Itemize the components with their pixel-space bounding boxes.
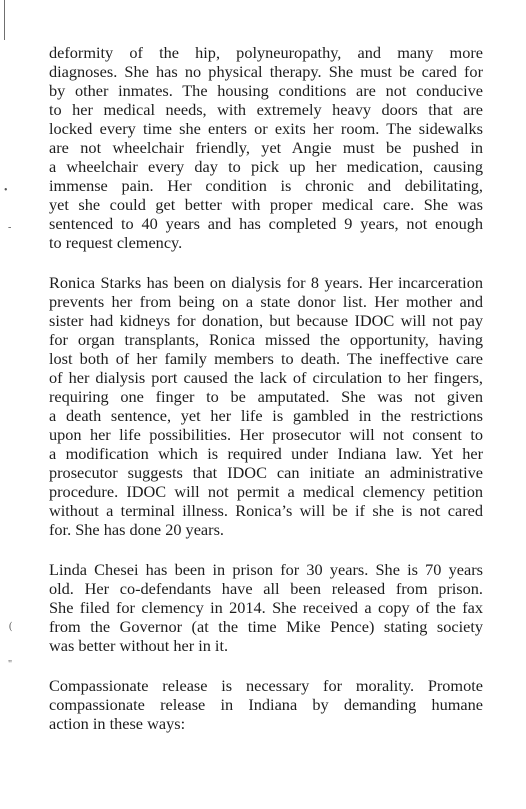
paragraph-angie xyxy=(49,43,483,252)
text-line: for. She has done 20 years. xyxy=(49,520,224,539)
paragraph-gap xyxy=(49,655,483,676)
margin-mark: • xyxy=(4,185,8,196)
page-binding-edge xyxy=(0,0,14,809)
paragraph-compassionate-release xyxy=(49,676,483,733)
paragraph-linda xyxy=(49,560,483,655)
text-line: to her medical needs, with extremely heavy doors that are xyxy=(49,100,483,119)
binding-line xyxy=(4,0,5,40)
text-line: locked every time she enters or exits her room. The sidewalks xyxy=(49,119,483,138)
text-line: upon her life possibilities. Her prosecutor will not consent to xyxy=(49,425,483,444)
text-line: sister had kidneys for donation, but because IDOC will not pay xyxy=(49,311,483,330)
text-line: Ronica Starks has been on dialysis for 8 years. Her incarceration xyxy=(49,273,483,292)
text-line: procedure. IDOC will not permit a medical clemency petition xyxy=(49,482,483,501)
margin-mark: - xyxy=(8,222,12,233)
paragraph-ronica xyxy=(49,273,483,539)
text-line: diagnoses. She has no physical therapy. She must be cared for xyxy=(49,62,483,81)
text-line: deformity of the hip, polyneuropathy, and many more xyxy=(49,43,483,62)
text-line: yet she could get better with proper medical care. She was xyxy=(49,195,483,214)
text-line: action in these ways: xyxy=(49,714,186,733)
text-line: lost both of her family members to death. The ineffective care xyxy=(49,349,483,368)
text-line: without a terminal illness. Ronica’s will be if she is not cared xyxy=(49,501,483,520)
margin-mark: " xyxy=(8,659,13,670)
text-line: immense pain. Her condition is chronic and debilitating, xyxy=(49,176,483,195)
text-line: She filed for clemency in 2014. She received a copy of the fax xyxy=(49,598,483,617)
text-line: compassionate release in Indiana by demanding humane xyxy=(49,695,483,714)
text-line: are not wheelchair friendly, yet Angie must be pushed in xyxy=(49,138,483,157)
text-line: a death sentence, yet her life is gambled in the restrictions xyxy=(49,406,483,425)
text-line: a modification which is required under Indiana law. Yet her xyxy=(49,444,483,463)
text-line: for organ transplants, Ronica missed the opportunity, having xyxy=(49,330,483,349)
text-line: sentenced to 40 years and has completed 9 years, not enough xyxy=(49,214,483,233)
text-line: Linda Chesei has been in prison for 30 years. She is 70 years xyxy=(49,560,483,579)
text-line: from the Governor (at the time Mike Pence) stating society xyxy=(49,617,483,636)
text-line: prosecutor suggests that IDOC can initiate an administrative xyxy=(49,463,483,482)
text-line: of her dialysis port caused the lack of circulation to her fingers, xyxy=(49,368,483,387)
text-line: requiring one finger to be amputated. She was not given xyxy=(49,387,483,406)
document-page xyxy=(49,43,483,733)
paragraph-gap xyxy=(49,252,483,273)
text-line: was better without her in it. xyxy=(49,636,229,655)
text-line: a wheelchair every day to pick up her medication, causing xyxy=(49,157,483,176)
text-line: prevents her from being on a state donor list. Her mother and xyxy=(49,292,483,311)
text-line: old. Her co-defendants have all been released from prison. xyxy=(49,579,483,598)
text-line: by other inmates. The housing conditions are not conducive xyxy=(49,81,483,100)
text-line: Compassionate release is necessary for morality. Promote xyxy=(49,676,483,695)
margin-mark: ( xyxy=(9,621,13,632)
text-line: to request clemency. xyxy=(49,233,183,252)
paragraph-gap xyxy=(49,539,483,560)
